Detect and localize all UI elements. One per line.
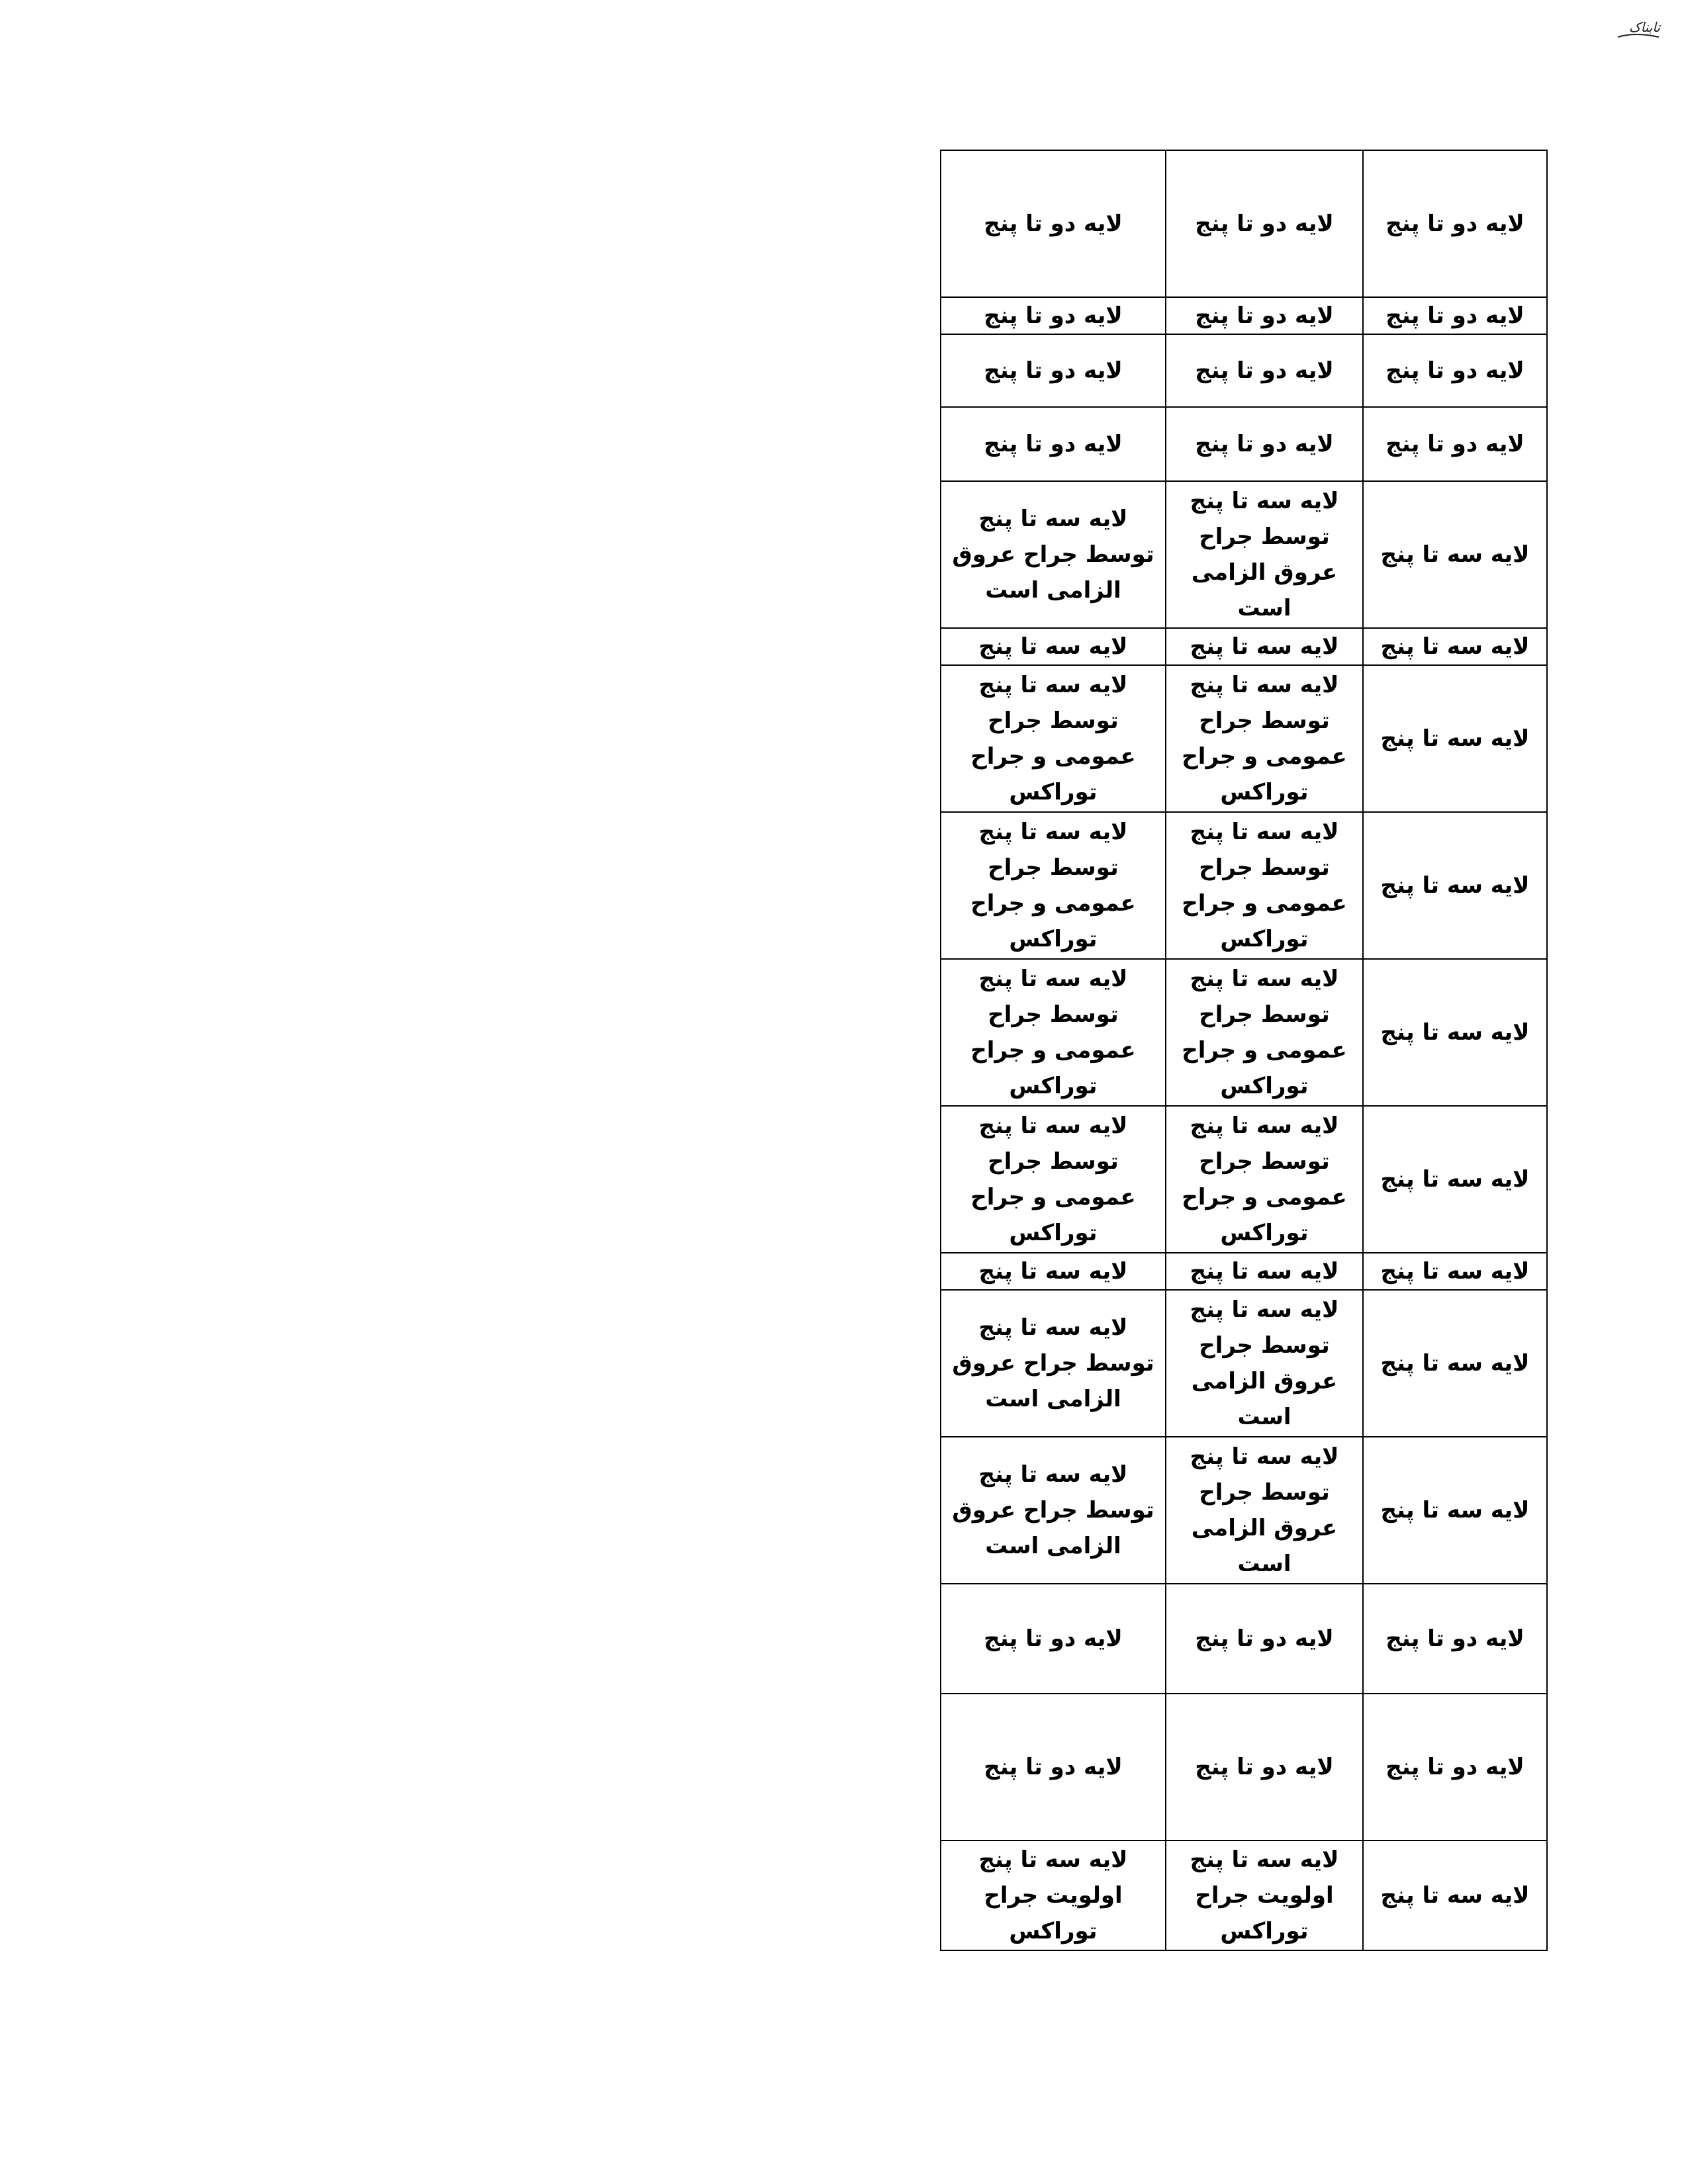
table-cell: لایه سه تا پنج	[1363, 1290, 1547, 1437]
table-cell: لایه سه تا پنج توسط جراح عمومی و جراح توراکس	[941, 665, 1166, 812]
table-row	[941, 150, 1547, 297]
table-cell: لایه سه تا پنج	[1363, 959, 1547, 1106]
table-cell: لایه سه تا پنج توسط جراح عروق الزامی است	[941, 1290, 1166, 1437]
table-row	[941, 334, 1547, 407]
logo-icon	[1615, 12, 1662, 44]
table-row	[941, 1106, 1547, 1253]
table-cell: لایه دو تا پنج	[941, 407, 1166, 481]
table-cell: لایه سه تا پنج	[1363, 1437, 1547, 1584]
table-cell: لایه دو تا پنج	[941, 334, 1166, 407]
table-cell: لایه دو تا پنج	[1363, 407, 1547, 481]
table-cell: لایه دو تا پنج	[941, 150, 1166, 297]
table-row	[941, 407, 1547, 481]
table-row	[941, 1841, 1547, 1950]
table-cell: لایه سه تا پنج توسط جراح عمومی و جراح توراکس	[1166, 959, 1363, 1106]
table-cell: لایه سه تا پنج توسط جراح عمومی و جراح توراکس	[941, 1106, 1166, 1253]
table-cell: لایه سه تا پنج	[941, 628, 1166, 665]
table-cell: لایه دو تا پنج	[1363, 150, 1547, 297]
table-cell: لایه سه تا پنج	[1363, 628, 1547, 665]
table-cell: لایه دو تا پنج	[1166, 1584, 1363, 1694]
table-cell: لایه دو تا پنج	[1363, 334, 1547, 407]
logo-text: تابناک	[1628, 19, 1660, 35]
table-cell: لایه دو تا پنج	[1166, 1694, 1363, 1841]
table-cell: لایه سه تا پنج توسط جراح عروق الزامی است	[1166, 1437, 1363, 1584]
table-row	[941, 628, 1547, 665]
table-cell: لایه سه تا پنج	[1166, 628, 1363, 665]
table-cell: لایه سه تا پنج	[941, 1253, 1166, 1290]
table-cell: لایه دو تا پنج	[1166, 334, 1363, 407]
table-cell: لایه سه تا پنج توسط جراح عمومی و جراح توراکس	[941, 812, 1166, 959]
table-cell: لایه دو تا پنج	[1166, 297, 1363, 334]
table-row	[941, 1584, 1547, 1694]
table-cell: لایه سه تا پنج	[1363, 1841, 1547, 1950]
table-cell: لایه دو تا پنج	[941, 1694, 1166, 1841]
table-cell: لایه سه تا پنج توسط جراح عروق الزامی است	[1166, 481, 1363, 628]
table-cell: لایه سه تا پنج اولویت جراح توراکس	[941, 1841, 1166, 1950]
table-cell: لایه سه تا پنج توسط جراح عمومی و جراح توراکس	[1166, 665, 1363, 812]
table-cell: لایه سه تا پنج توسط جراح عمومی و جراح توراکس	[1166, 1106, 1363, 1253]
table-cell: لایه دو تا پنج	[1363, 297, 1547, 334]
table-cell: لایه سه تا پنج اولویت جراح توراکس	[1166, 1841, 1363, 1950]
table-cell: لایه سه تا پنج توسط جراح عروق الزامی است	[941, 481, 1166, 628]
table-row	[941, 812, 1547, 959]
table-cell: لایه سه تا پنج توسط جراح عروق الزامی است	[941, 1437, 1166, 1584]
table-cell: لایه سه تا پنج توسط جراح عمومی و جراح توراکس	[1166, 812, 1363, 959]
table-cell: لایه دو تا پنج	[941, 297, 1166, 334]
table-cell: لایه سه تا پنج	[1363, 1253, 1547, 1290]
table-row	[941, 1694, 1547, 1841]
table-cell: لایه سه تا پنج	[1166, 1253, 1363, 1290]
table-cell: لایه سه تا پنج	[1363, 1106, 1547, 1253]
table-cell: لایه دو تا پنج	[1166, 150, 1363, 297]
table-row	[941, 665, 1547, 812]
table-cell: لایه سه تا پنج	[1363, 665, 1547, 812]
table-cell: لایه دو تا پنج	[941, 1584, 1166, 1694]
table-cell: لایه سه تا پنج توسط جراح عروق الزامی است	[1166, 1290, 1363, 1437]
table-row	[941, 959, 1547, 1106]
table-cell: لایه سه تا پنج	[1363, 481, 1547, 628]
document-table	[940, 150, 1548, 1951]
table-row	[941, 1437, 1547, 1584]
table-row	[941, 297, 1547, 334]
table-cell: لایه دو تا پنج	[1363, 1694, 1547, 1841]
table-row	[941, 1290, 1547, 1437]
table-cell: لایه دو تا پنج	[1363, 1584, 1547, 1694]
table-cell: لایه دو تا پنج	[1166, 407, 1363, 481]
table-row	[941, 1253, 1547, 1290]
table-row	[941, 481, 1547, 628]
table-cell: لایه سه تا پنج	[1363, 812, 1547, 959]
table-cell: لایه سه تا پنج توسط جراح عمومی و جراح توراکس	[941, 959, 1166, 1106]
